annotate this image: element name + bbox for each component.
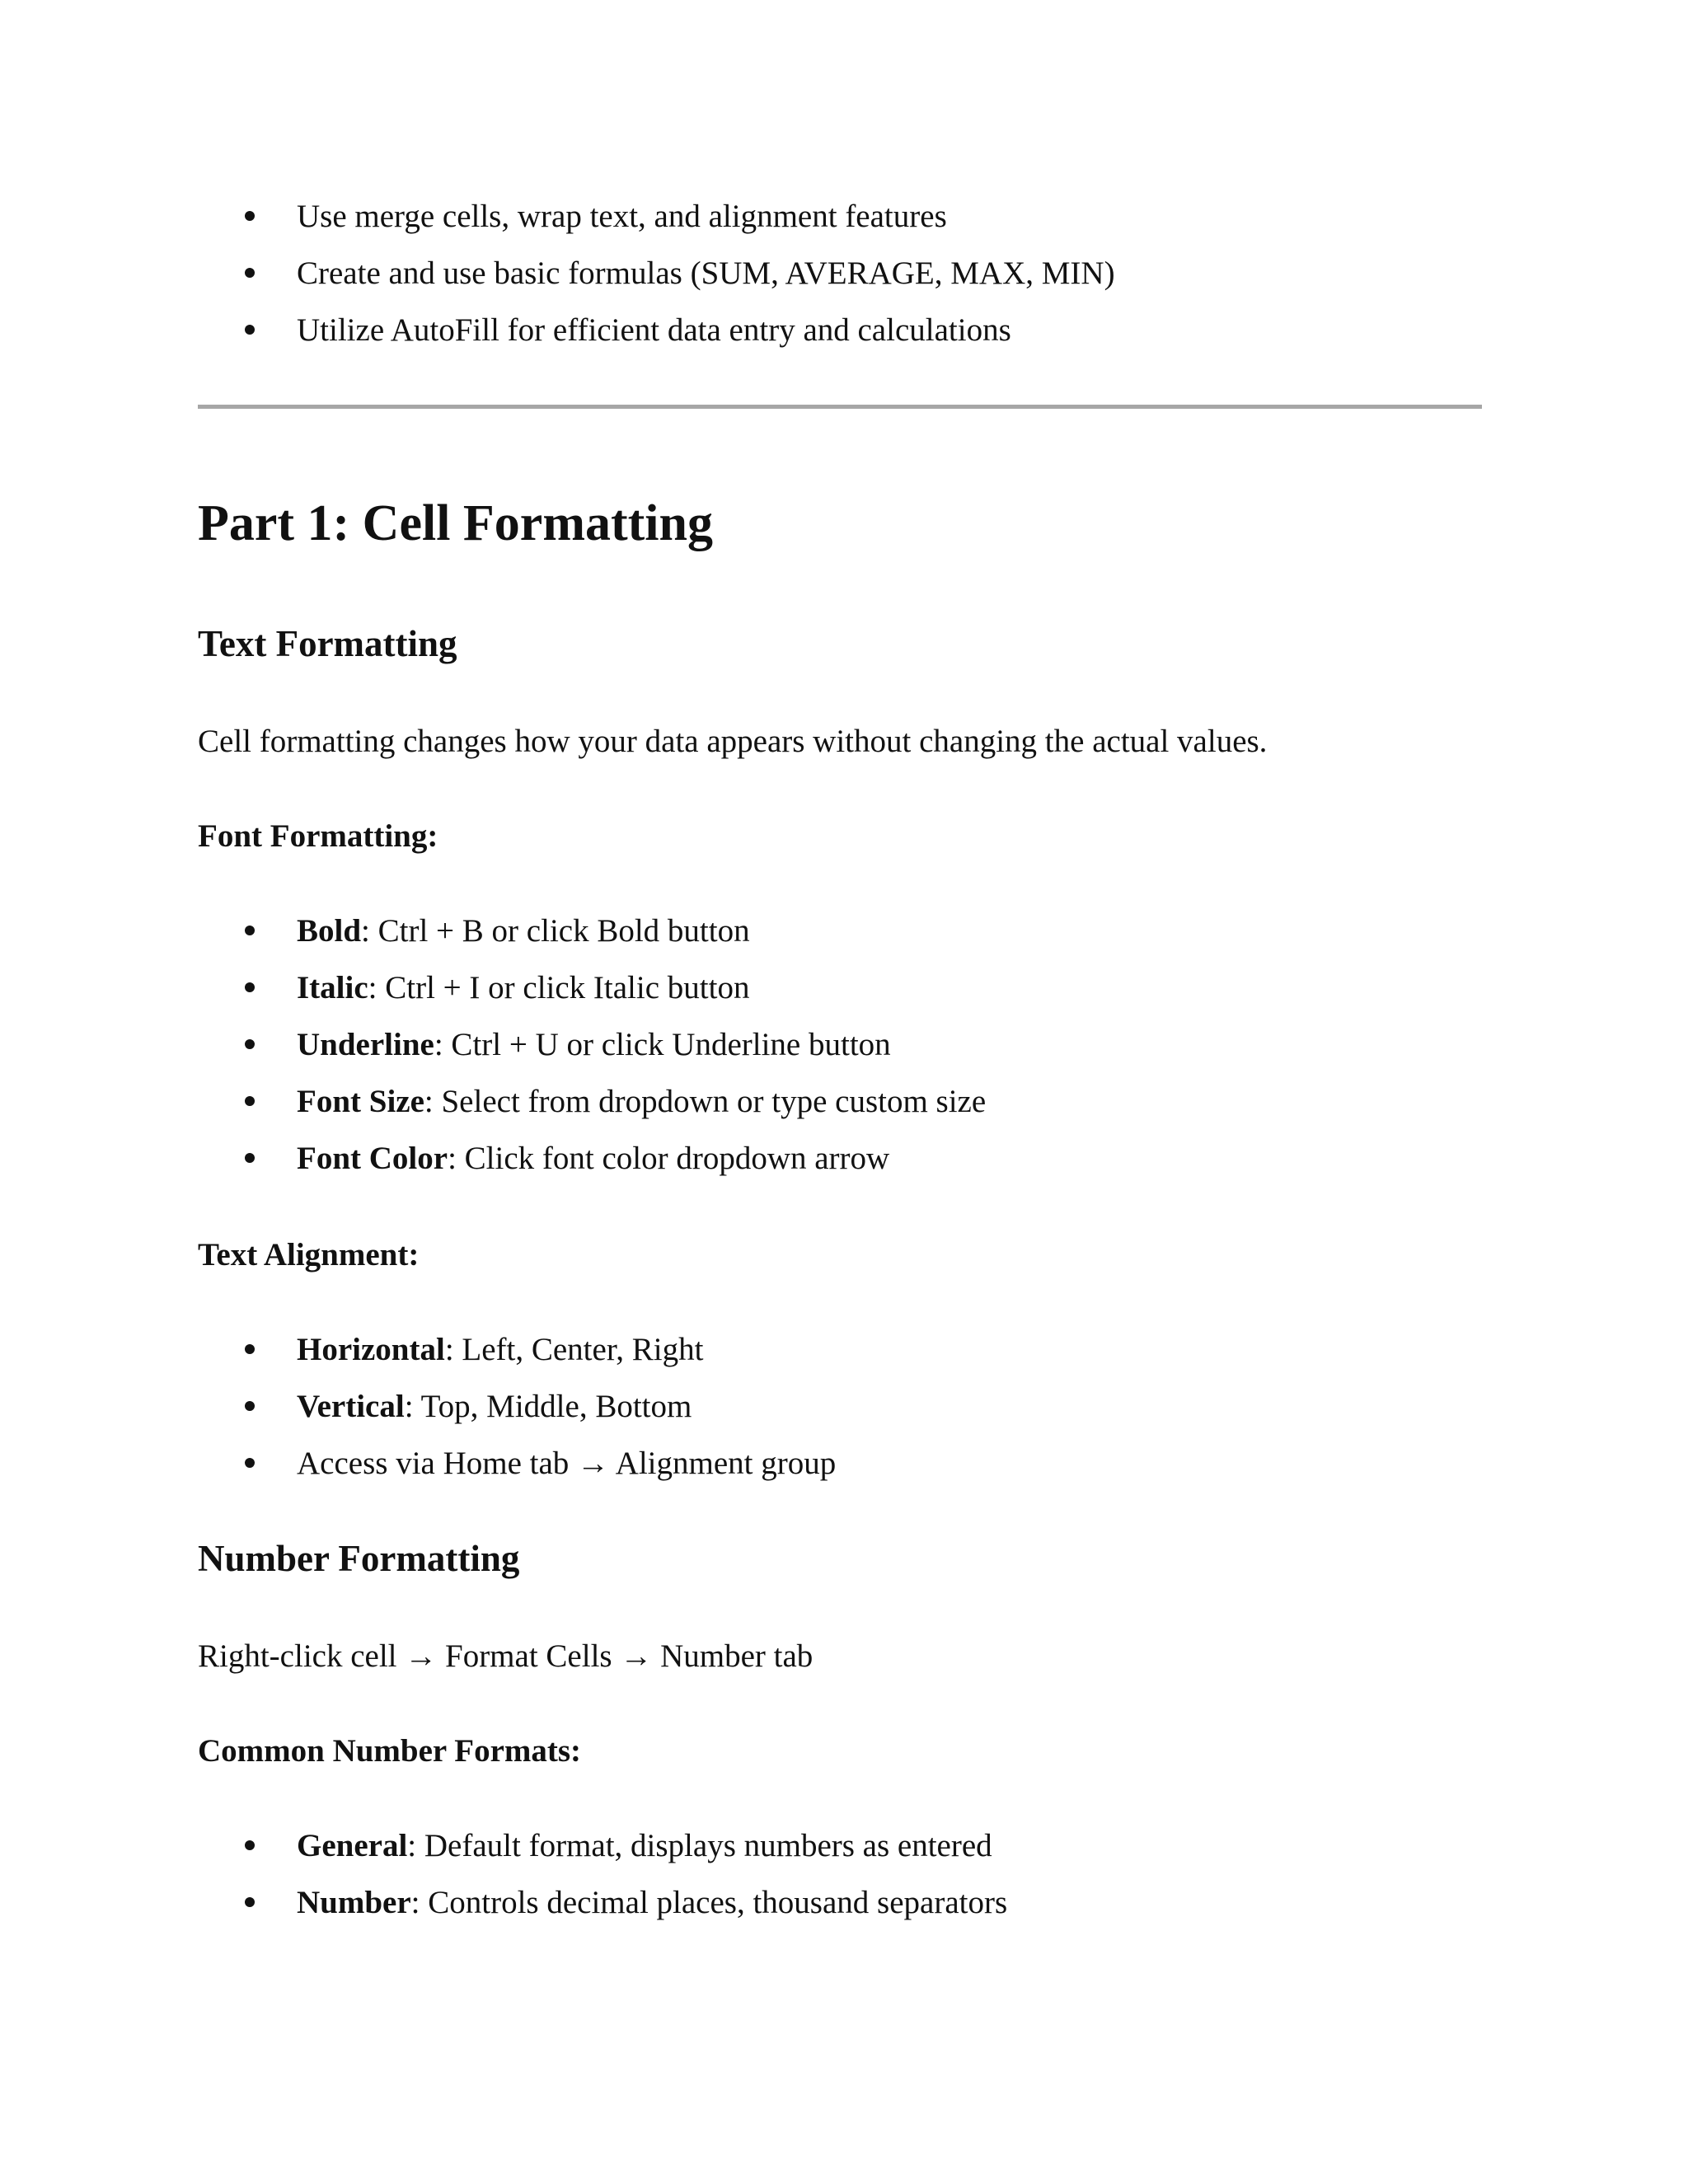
bullet-icon [245,1096,255,1106]
bullet-icon [245,1897,255,1907]
list-item [198,1435,836,1492]
font-formatting-label: Font Formatting: [198,818,438,854]
list-item-term: Underline [297,1027,434,1062]
list-item [198,1378,836,1435]
list-item-text: Create and use basic formulas (SUM, AVERAGE, MAX, MIN) [297,255,1115,291]
bullet-icon [245,268,255,278]
bullet-icon [245,1840,255,1850]
text-formatting-intro: Cell formatting changes how your data appears without changing the actual values. [198,724,1268,759]
list-item [198,1817,1007,1874]
list-item-desc: : Ctrl + B or click Bold button [361,913,750,949]
objectives-list [198,188,1115,359]
list-item-term: Bold [297,913,362,949]
list-item-term: Horizontal [297,1332,445,1367]
bullet-icon [245,211,255,221]
number-formats-list [198,1817,1007,1931]
text-alignment-label: Text Alignment: [198,1237,420,1272]
list-item-text: Utilize AutoFill for efficient data entry and calculations [297,312,1011,348]
horizontal-divider [198,405,1482,409]
bullet-icon [245,1039,255,1049]
list-item [198,902,986,959]
list-item-term: General [297,1828,408,1863]
list-item [198,959,986,1016]
text-alignment-list [198,1321,836,1492]
list-item-desc: : Click font color dropdown arrow [448,1141,890,1176]
list-item-desc: : Default format, displays numbers as entered [407,1828,992,1863]
bullet-icon [245,1401,255,1411]
list-item-term: Font Color [297,1141,448,1176]
number-formatting-intro: Right-click cell → Format Cells → Number tab [198,1638,814,1674]
list-item-desc: : Select from dropdown or type custom size [424,1084,987,1119]
list-item-term: Font Size [297,1084,424,1119]
font-formatting-list [198,902,986,1187]
number-formatting-heading: Number Formatting [198,1538,520,1579]
bullet-icon [245,1344,255,1354]
list-item-term: Italic [297,970,368,1005]
bullet-icon [245,982,255,992]
list-item-desc: : Left, Center, Right [444,1332,704,1367]
list-item [198,1073,986,1130]
list-item [198,1874,1007,1931]
list-item-desc: : Ctrl + U or click Underline button [434,1027,891,1062]
list-item [198,245,1115,302]
list-item-term: Number [297,1885,411,1920]
text-formatting-heading: Text Formatting [198,623,457,664]
part-title: Part 1: Cell Formatting [198,495,713,551]
list-item [198,1016,986,1073]
list-item [198,1321,836,1378]
bullet-icon [245,1153,255,1163]
list-item-desc: : Top, Middle, Bottom [404,1389,692,1424]
list-item [198,1130,986,1187]
list-item-text: Use merge cells, wrap text, and alignment features [297,199,947,234]
list-item-desc: : Controls decimal places, thousand separators [410,1885,1008,1920]
list-item-term: Vertical [297,1389,405,1424]
list-item [198,188,1115,245]
list-item-desc: Access via Home tab → Alignment group [297,1446,837,1481]
list-item-desc: : Ctrl + I or click Italic button [368,970,750,1005]
common-number-formats-label: Common Number Formats: [198,1733,582,1769]
bullet-icon [245,325,255,335]
list-item [198,302,1115,359]
bullet-icon [245,926,255,935]
bullet-icon [245,1458,255,1468]
